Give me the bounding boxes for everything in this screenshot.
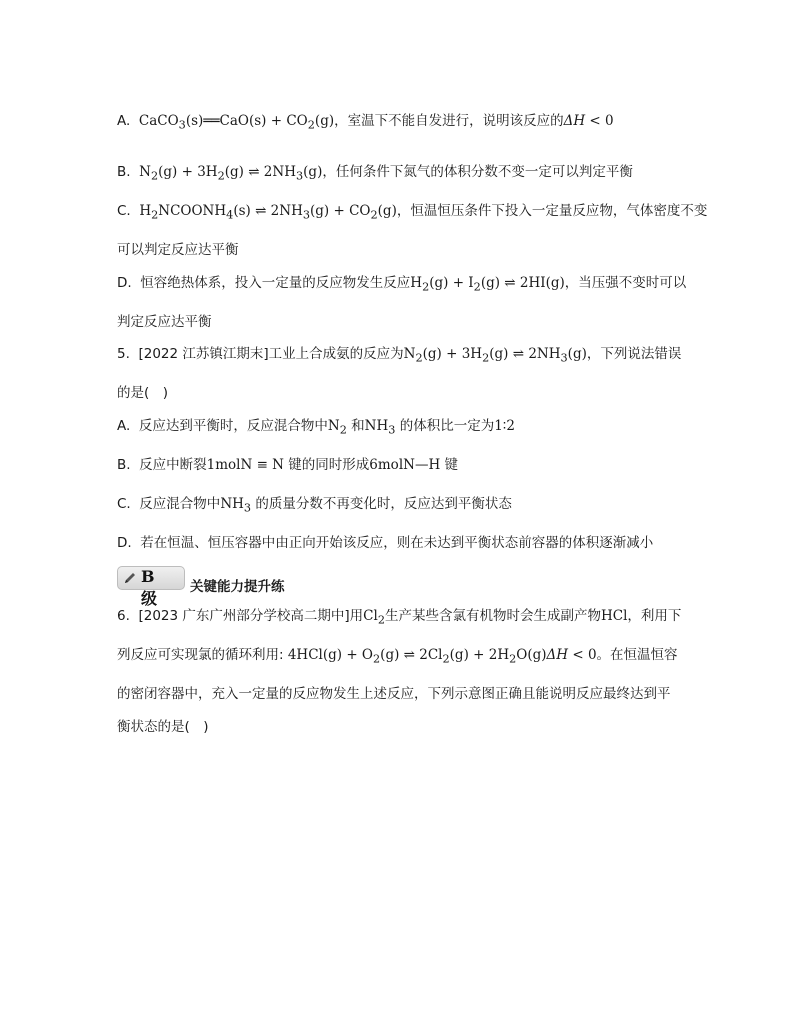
text-line: A. 反应达到平衡时，反应混合物中$N_2$ 和$NH_3$ 的体积比一定为1∶2	[117, 418, 515, 437]
text-line: D. 若在恒温、恒压容器中由正向开始该反应，则在未达到平衡状态前容器的体积逐渐减小	[117, 535, 654, 551]
text-line: 6. [2023 广东广州部分学校高二期中]用$Cl_2$生产某些含氯有机物时会生成副产物HCl，利用下	[117, 608, 682, 627]
text-line: 的密闭容器中，充入一定量的反应物发生上述反应，下列示意图正确且能说明反应最终达到平	[117, 686, 671, 702]
text-line: 衡状态的是( )	[117, 719, 209, 735]
text-line: B. $N_2(g) + 3H_2(g)$ ⇌ $2NH_3(g)$，任何条件下氮气的体积分数不变一定可以判定平衡	[117, 164, 633, 183]
text-line: C. $H_2NCOONH_4(s)$ ⇌ $2NH_3(g) + CO_2(g)$，恒温恒压条件下投入一定量反应物，气体密度不变	[117, 203, 708, 222]
badge-label: B 级	[141, 567, 161, 608]
text-line: 列反应可实现氯的循环利用: $4HCl(g) + O_2(g)$ ⇌ $2Cl_2(g) + 2H_2O(g)\Delta H < 0$。在恒温恒容	[117, 647, 678, 666]
text-line: B. 反应中断裂1molN ≡ N 键的同时形成6molN—H 键	[117, 457, 459, 473]
section-title: 关键能力提升练	[190, 579, 285, 595]
text-line: A. CaCO$_3$(s)══CaO(s) + $CO_2(g)$，室温下不能自发进行，说明该反应的ΔH < 0	[117, 113, 614, 132]
text-line: 5. [2022 江苏镇江期末]工业上合成氨的反应为$N_2(g) + 3H_2(g)$ ⇌ $2NH_3(g)$，下列说法错误	[117, 346, 682, 365]
text-line: 的是( )	[117, 385, 169, 401]
pencil-icon	[123, 571, 137, 585]
text-line: 可以判定反应达平衡	[117, 242, 239, 258]
text-line: 判定反应达平衡	[117, 314, 212, 330]
text-line: D. 恒容绝热体系，投入一定量的反应物发生反应$H_2(g) + I_2(g)$ ⇌ 2HI(g)，当压强不变时可以	[117, 275, 687, 294]
level-badge	[117, 566, 185, 608]
text-line: C. 反应混合物中$NH_3$ 的质量分数不再变化时，反应达到平衡状态	[117, 496, 512, 515]
